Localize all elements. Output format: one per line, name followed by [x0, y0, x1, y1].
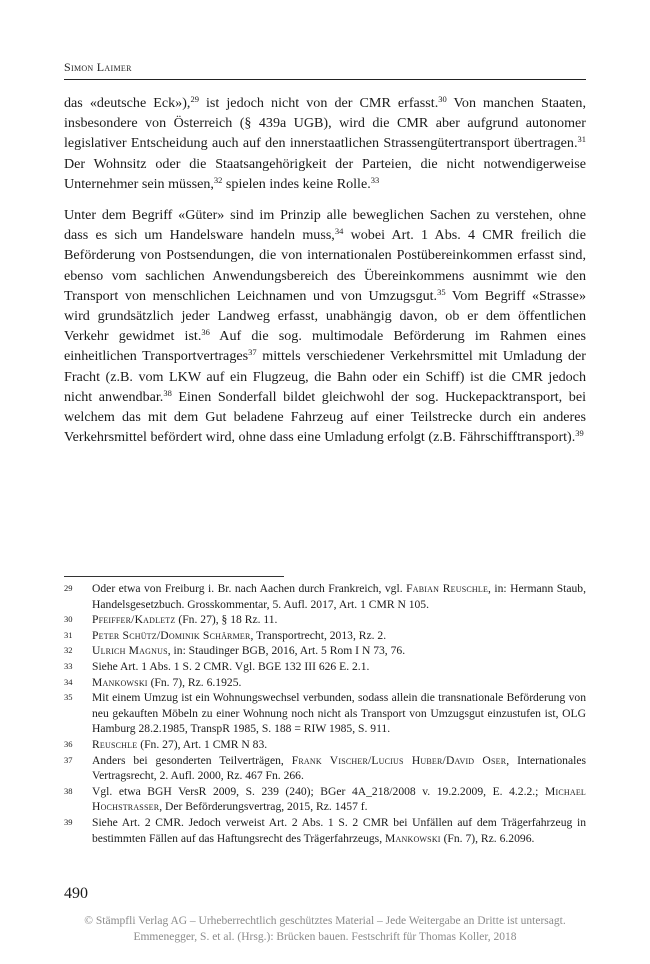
- text-run: , in: Staudinger BGB, 2016, Art. 5 Rom I N 73, 76.: [167, 644, 406, 658]
- footnote-text: [92, 659, 586, 675]
- footnote-number: 36: [64, 738, 73, 749]
- header-rule: [64, 79, 586, 80]
- footnote-text: [92, 581, 586, 612]
- footnote-text: [92, 690, 586, 737]
- footnote-ref[interactable]: 38: [163, 387, 172, 398]
- text-run: (Fn. 7), Rz. 6.2096.: [440, 831, 535, 845]
- footnote-text: [92, 737, 586, 753]
- footnote-number: 34: [64, 676, 73, 687]
- footnote-ref[interactable]: 37: [248, 347, 257, 358]
- footnote-37: [64, 753, 586, 784]
- text-run: Oder etwa von Freiburg i. Br. nach Aachen durch Frankreich, vgl.: [92, 582, 407, 595]
- footnote-ref[interactable]: 35: [437, 286, 446, 297]
- text-run: (Fn. 27), § 18 Rz. 11.: [175, 613, 278, 627]
- text-run: Mit einem Umzug ist ein Wohnungswechsel verbunden, sodass allein die transnationale Beförderung von neu gekauften Möbeln zu einer Wohnung noch nicht als Transport von Umzugsgut einzustufen ist, OLG Hamburg 28.2.1985, TranspR 1985, S. 188 = RIW 1985, S. 911.: [92, 691, 586, 736]
- footnote-ref[interactable]: 29: [190, 94, 199, 104]
- footnote-38: [64, 784, 586, 815]
- author-name: Peter Schütz/Dominik Schärmer: [92, 628, 251, 642]
- footnote-ref[interactable]: 30: [438, 94, 447, 104]
- footnote-text: [92, 784, 586, 815]
- author-name: Fabian Reuschle: [406, 582, 489, 595]
- paragraph-1: [64, 93, 586, 194]
- text-run: Vgl. etwa BGH VersR 2009, S. 239 (240); BGer 4A_218/2008 v. 19.2.2009, E. 4.2.2.;: [92, 784, 545, 798]
- text-run: Anders bei gesonderten Teilverträgen,: [92, 753, 292, 767]
- author-name: Pfeiffer/Kadletz: [92, 613, 176, 627]
- footnote-text: [92, 643, 586, 659]
- author-name: Ulrich Magnus: [92, 644, 168, 658]
- text-run: , Der Beförderungsvertrag, 2015, Rz. 1457 f.: [159, 800, 368, 814]
- copyright-line-2: Emmenegger, S. et al. (Hrsg.): Brücken bauen. Festschrift für Thomas Koller, 2018: [133, 931, 517, 943]
- text-run: mittels verschiedener Verkehrsmittel mit Umladung der Fracht (z.B. vom LKW auf ein Flugzeug, die Bahn oder ein Schiff) ist die CMR jedoch nicht anwendbar.: [64, 348, 586, 405]
- text-run: Von manchen Staaten, insbesondere von Österreich (§ 439a UGB), wird die CMR aber aufgrund autonomer legislativer Entscheidung auch auf den innerstaatlichen Strassengütertransport übertragen.: [64, 95, 586, 152]
- footnote-36: [64, 737, 586, 753]
- author-name: Reuschle: [92, 737, 138, 751]
- footnote-ref[interactable]: 39: [575, 428, 584, 439]
- footnote-number: 29: [64, 583, 73, 593]
- text-run: Der Wohnsitz oder die Staatsangehörigkeit der Parteien, die nicht notwendigerweise Unternehmer sein müssen,: [64, 155, 586, 192]
- footnote-number: 32: [64, 645, 73, 656]
- footnotes: [64, 581, 586, 846]
- text-run: ist jedoch nicht von der CMR erfasst.: [198, 95, 439, 111]
- text-run: spielen indes keine Rolle.: [222, 175, 371, 192]
- footnote-number: 31: [64, 629, 73, 640]
- author-name: Frank Vischer/Lucius Huber/David Oser: [291, 753, 507, 767]
- footnote-text: [92, 753, 586, 784]
- text-run: , in: Hermann Staub, Handelsgesetzbuch. Grosskommentar, 5. Aufl. 2017, Art. 1 CMR N 105.: [92, 582, 587, 611]
- footnote-ref[interactable]: 33: [370, 174, 380, 185]
- paragraph-2: [64, 205, 586, 447]
- footnote-33: [64, 659, 586, 675]
- text-run: (Fn. 27), Art. 1 CMR N 83.: [137, 737, 268, 751]
- footnote-ref[interactable]: 31: [577, 134, 586, 145]
- running-head: Simon Laimer: [64, 60, 132, 74]
- text-run: das «deutsche Eck»),: [64, 95, 191, 111]
- footnote-ref[interactable]: 34: [334, 226, 344, 237]
- page-number: 490: [64, 885, 88, 902]
- footnote-29: [64, 581, 586, 612]
- text-run: Unter dem Begriff «Güter» sind im Prinzip alle beweglichen Sachen zu verstehen, ohne dass es sich um Handelsware handeln muss,: [64, 207, 586, 244]
- footnote-number: 39: [64, 816, 73, 827]
- footnote-32: [64, 643, 586, 659]
- footnote-ref[interactable]: 36: [201, 327, 210, 338]
- author-name: Mankowski: [92, 675, 148, 689]
- text-run: Einen Sonderfall bildet gleichwohl der sog. Huckepacktransport, bei welchem das mit dem Gut beladene Fahrzeug auf einer Teilstrecke durch ein anderes Verkehrsmittel befördert wird, ohne dass eine Umladung erfolgt (z.B. Fährschifftransport).: [64, 388, 586, 446]
- footnote-rule: [64, 576, 284, 577]
- copyright-line-1: © Stämpfli Verlag AG – Urheberrechtlich geschütztes Material – Jede Weitergabe an Dritte ist untersagt.: [84, 915, 566, 927]
- footnote-number: 38: [64, 785, 73, 796]
- text-run: , Internationales Vertragsrecht, 2. Aufl. 2000, Rz. 467 Fn. 266.: [92, 753, 587, 783]
- footnote-39: [64, 815, 586, 846]
- text-run: wobei Art. 1 Abs. 4 CMR freilich die Beförderung von Postsendungen, die von internationalen Postübereinkommen erfasst sind, ebenso vom sachlichen Anwendungsbereich des Übereinkommens ausnimmt wie den Transport von menschlichen Leichnamen und von Umzugsgut.: [64, 227, 586, 304]
- footnote-31: [64, 628, 586, 644]
- copyright-notice: [0, 913, 650, 945]
- footnote-text: [92, 612, 586, 628]
- text-run: Auf die sog. multimodale Beförderung im Rahmen eines einheitlichen Transportvertrages: [64, 328, 586, 365]
- text-run: Siehe Art. 2 CMR. Jedoch verweist Art. 2 Abs. 1 S. 2 CMR bei Unfällen auf dem Trägerfahrzeug in bestimmten Fällen auf das Haftungsrecht des Trägerfahrzeugs,: [92, 815, 586, 845]
- footnote-number: 33: [64, 660, 73, 671]
- footnote-30: [64, 612, 586, 628]
- author-name: Michael Hochstrasser: [92, 784, 586, 814]
- footnote-ref[interactable]: 32: [213, 174, 223, 185]
- footnote-text: [92, 628, 586, 644]
- footnote-number: 37: [64, 754, 73, 765]
- text-run: Vom Begriff «Strasse» wird grundsätzlich jeder Landweg erfasst, unabhängig davon, ob er dem öffentlichen Verkehr gewidmet ist.: [64, 287, 586, 345]
- footnote-text: [92, 675, 586, 691]
- body-text: [64, 93, 586, 458]
- footnote-text: [92, 815, 586, 846]
- text-run: Siehe Art. 1 Abs. 1 S. 2 CMR. Vgl. BGE 132 III 626 E. 2.1.: [92, 659, 370, 673]
- text-run: (Fn. 7), Rz. 6.1925.: [147, 675, 242, 689]
- text-run: , Transportrecht, 2013, Rz. 2.: [250, 628, 387, 642]
- footnote-number: 35: [64, 692, 73, 703]
- footnote-number: 30: [64, 614, 73, 625]
- footnote-35: [64, 690, 586, 737]
- footnote-34: [64, 675, 586, 691]
- author-name: Mankowski: [385, 831, 441, 845]
